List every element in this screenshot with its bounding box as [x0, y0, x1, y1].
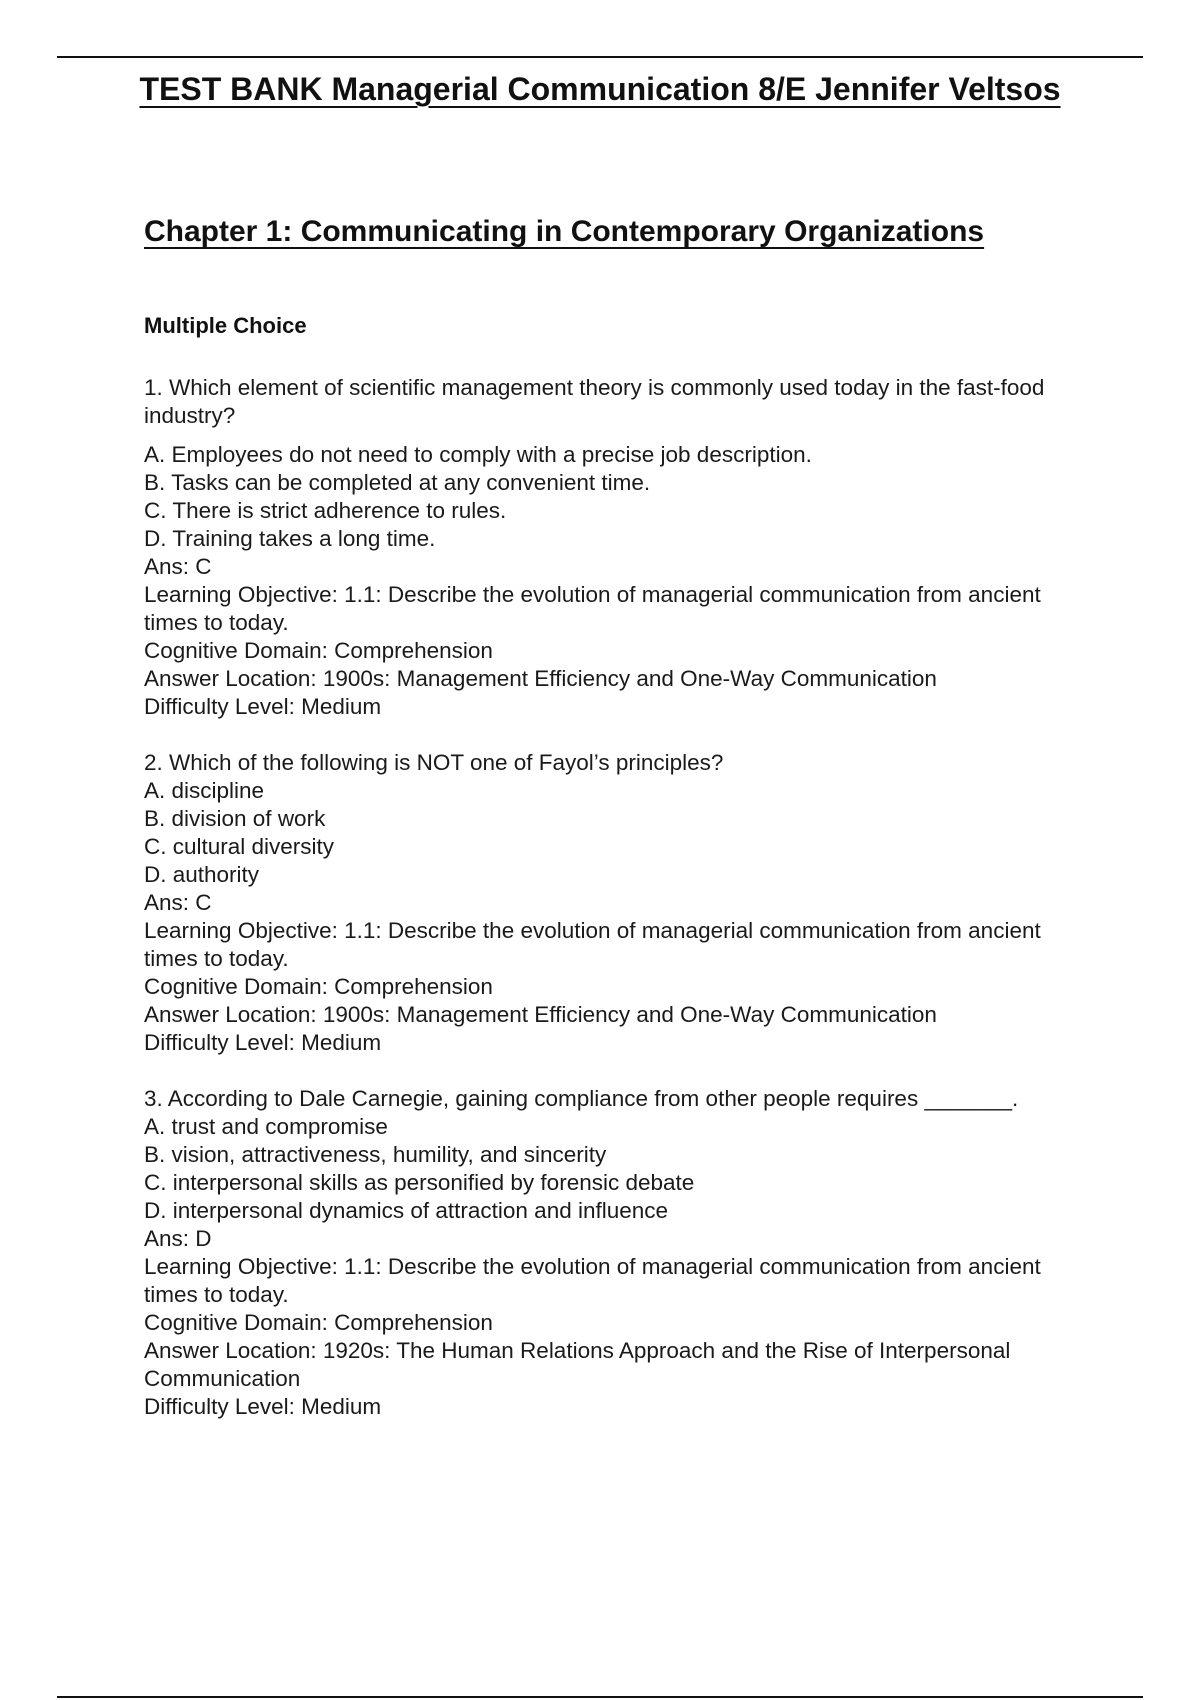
- answer-option-a: A. Employees do not need to comply with a precise job description.: [144, 442, 812, 467]
- question-text: 1. Which element of scientific management theory is commonly used today in the fast-food industry?: [144, 375, 1045, 428]
- answer-key: Ans: D: [144, 1226, 212, 1251]
- question-2: [144, 749, 1094, 1057]
- answer-option-b: B. Tasks can be completed at any convenient time.: [144, 470, 651, 495]
- learning-objective: Learning Objective: 1.1: Describe the evolution of managerial communication from ancient times to today.: [144, 1254, 1041, 1307]
- answer-option-d: D. authority: [144, 862, 260, 887]
- answer-option-c: C. cultural diversity: [144, 834, 335, 859]
- answer-location: Answer Location: 1900s: Management Efficiency and One-Way Communication: [144, 666, 937, 691]
- answer-option-c: C. interpersonal skills as personified by forensic debate: [144, 1170, 695, 1195]
- question-3: [144, 1085, 1094, 1421]
- document-title: TEST BANK Managerial Communication 8/E Jennifer Veltsos: [139, 71, 1061, 107]
- bottom-rule: [57, 1696, 1143, 1698]
- answer-location: Answer Location: 1900s: Management Efficiency and One-Way Communication: [144, 1002, 937, 1027]
- top-rule: [57, 56, 1143, 58]
- question-1: [144, 374, 1094, 721]
- question-text: 2. Which of the following is NOT one of Fayol’s principles?: [144, 750, 724, 775]
- question-text: 3. According to Dale Carnegie, gaining compliance from other people requires _______.: [144, 1086, 1019, 1111]
- answer-option-b: B. vision, attractiveness, humility, and sincerity: [144, 1142, 607, 1167]
- difficulty-level: Difficulty Level: Medium: [144, 1394, 382, 1419]
- answer-option-d: D. Training takes a long time.: [144, 526, 436, 551]
- learning-objective: Learning Objective: 1.1: Describe the evolution of managerial communication from ancient times to today.: [144, 582, 1041, 635]
- answer-option-d: D. interpersonal dynamics of attraction and influence: [144, 1198, 669, 1223]
- difficulty-level: Difficulty Level: Medium: [144, 694, 382, 719]
- answer-key: Ans: C: [144, 554, 212, 579]
- answer-key: Ans: C: [144, 890, 212, 915]
- answer-option-c: C. There is strict adherence to rules.: [144, 498, 507, 523]
- learning-objective: Learning Objective: 1.1: Describe the evolution of managerial communication from ancient times to today.: [144, 918, 1041, 971]
- answer-option-a: A. discipline: [144, 778, 265, 803]
- section-heading: Multiple Choice: [144, 313, 307, 338]
- cognitive-domain: Cognitive Domain: Comprehension: [144, 638, 493, 663]
- answer-option-a: A. trust and compromise: [144, 1114, 388, 1139]
- chapter-title: Chapter 1: Communicating in Contemporary Organizations: [144, 215, 985, 248]
- cognitive-domain: Cognitive Domain: Comprehension: [144, 1310, 493, 1335]
- answer-option-b: B. division of work: [144, 806, 326, 831]
- answer-location: Answer Location: 1920s: The Human Relations Approach and the Rise of Interpersonal Communication: [144, 1338, 1011, 1391]
- difficulty-level: Difficulty Level: Medium: [144, 1030, 382, 1055]
- question-list: [144, 374, 1094, 1421]
- cognitive-domain: Cognitive Domain: Comprehension: [144, 974, 493, 999]
